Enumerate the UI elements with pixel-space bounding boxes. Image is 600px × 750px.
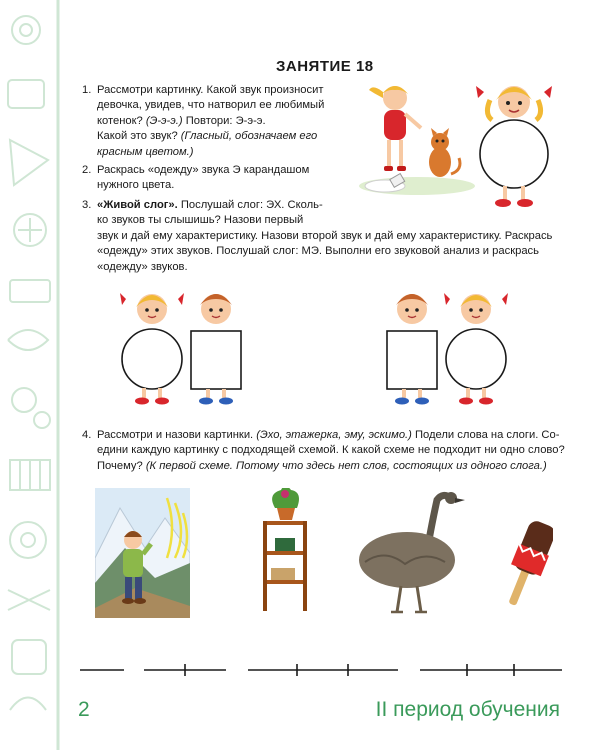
- page-number: 2: [78, 698, 90, 721]
- text: Рассмотри и назови картинки.: [97, 429, 254, 441]
- girl-circle-sign: [474, 78, 554, 210]
- task-text-line: [97, 428, 569, 443]
- task-text-line: Рассмотри картинку. Какой звук произносит: [97, 84, 324, 96]
- text: котенок?: [97, 114, 143, 127]
- text: Повтори: Э-э-э.: [185, 114, 266, 127]
- period-title: II период обучения: [375, 698, 560, 721]
- text: Послушай слог: ЭХ. Сколь-: [180, 199, 323, 211]
- task-number: 2.: [82, 164, 92, 176]
- girl-kitten-illustration: [355, 78, 480, 198]
- task-text-line: [97, 129, 337, 144]
- decorative-border: [0, 0, 62, 750]
- task-text-line: Раскрась «одежду» звука Э карандашом: [97, 164, 310, 176]
- text: Почему?: [97, 459, 143, 472]
- girl-boy-syllable-pair-1: [120, 285, 250, 407]
- picture-eskimo: [508, 515, 553, 610]
- task-text-line: «одежду» этих звуков. Послушай слог: МЭ. Выполни его звуковой анализ и раскрась: [97, 245, 539, 258]
- task-4: [82, 428, 569, 474]
- boy-girl-syllable-pair-2: [378, 285, 508, 407]
- task-number: 3.: [82, 199, 92, 211]
- text: Подели слова на слоги. Со-: [415, 429, 560, 441]
- task-2: [82, 163, 337, 194]
- answer-hint: (Гласный, обозначаем его: [180, 130, 318, 143]
- picture-emu: [355, 490, 465, 615]
- task-text-line: звук и дай ему характеристику. Назови второй звук и дай ему характеристику. Раскрась: [97, 229, 553, 242]
- answer-hint: (К первой схеме. Потому что здесь нет слов, состоящих из одного слога.): [145, 459, 547, 472]
- task-text-line: девочка, увидев, что натворил ее любимый: [97, 99, 325, 112]
- task-text-line: едини каждую картинку с подходящей схемой. К какой схеме не подходит ни одно слово?: [97, 444, 565, 457]
- answer-hint: красным цветом.): [97, 145, 194, 158]
- syllable-schemes: [80, 655, 570, 685]
- text: Какой это звук?: [97, 130, 178, 143]
- task-1: [82, 83, 337, 160]
- task-text-line: [97, 114, 337, 129]
- picture-shelf: [255, 488, 315, 613]
- answer-hint: (Э-э-э.): [145, 114, 183, 127]
- answer-hint: (Эхо, этажерка, эму, эскимо.): [256, 429, 412, 441]
- picture-echo: [95, 488, 190, 618]
- game-name: «Живой слог».: [97, 199, 178, 211]
- task-number: 4.: [82, 429, 92, 441]
- task-text-line: ко звуков ты слышишь? Назови первый: [97, 214, 304, 227]
- task-text-line: «одежду» звуков.: [97, 260, 188, 273]
- task-text-line: нужного цвета.: [97, 179, 175, 192]
- page-title: ЗАНЯТИЕ 18: [276, 58, 374, 75]
- task-number: 1.: [82, 84, 92, 96]
- task-text-line: [97, 459, 569, 474]
